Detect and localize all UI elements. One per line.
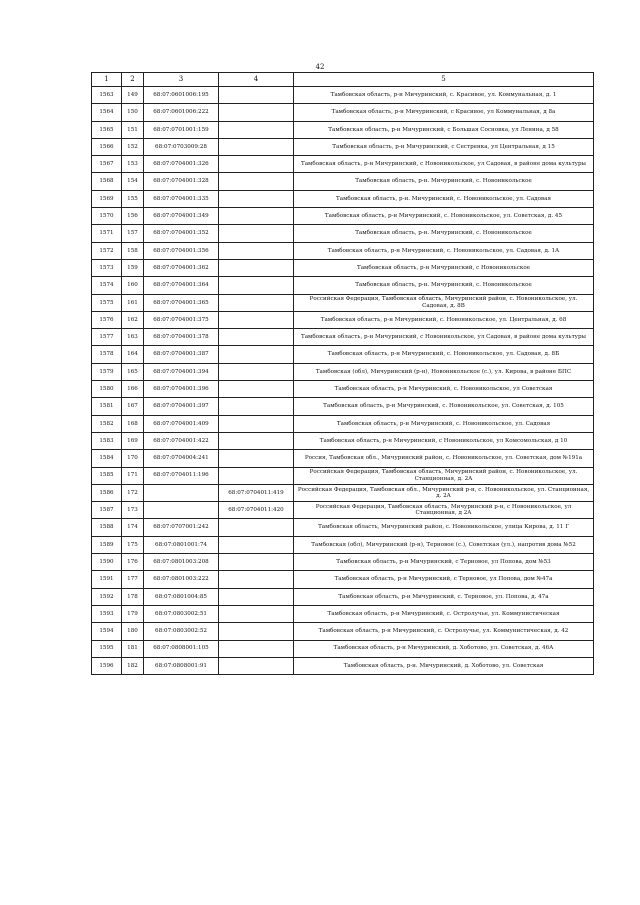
linked-cadastral-number-cell	[219, 363, 294, 380]
table-row	[92, 605, 594, 622]
cadastral-number-cell: 68:07:0703009:28	[144, 138, 219, 155]
cadastral-number-cell: 68:07:0704001:328	[144, 173, 219, 190]
cadastral-number-cell: 68:07:0704004:241	[144, 450, 219, 467]
table-row	[92, 467, 594, 484]
cadastral-number-cell: 68:07:0803002:52	[144, 623, 219, 640]
address-cell: Тамбовская область, р-н. Мичуринский, с. Новоникольское, ул. Садовая	[294, 190, 594, 207]
table-row	[92, 121, 594, 138]
linked-cadastral-number-cell	[219, 415, 294, 432]
linked-cadastral-number-cell	[219, 450, 294, 467]
local-number-cell: 180	[122, 623, 144, 640]
address-cell: Тамбовская область, р-н. Мичуринский, д. Хоботово, ул. Советская	[294, 657, 594, 674]
cadastral-number-cell: 68:07:0704001:375	[144, 311, 219, 328]
table-row	[92, 640, 594, 657]
row-number-cell: 1589	[92, 536, 122, 553]
address-cell: Тамбовская область, р-н Мичуринский, с Сестренка, ул Центральная, д 15	[294, 138, 594, 155]
address-cell: Тамбовская область, р-н Мичуринский, с. Остролучье, ул. Коммунистическая, д. 42	[294, 623, 594, 640]
local-number-cell: 163	[122, 329, 144, 346]
address-cell: Тамбовская область, р-н Мичуринский, с Большая Сосновка, ул Ленина, д 58	[294, 121, 594, 138]
address-cell: Тамбовская область, р-н Мичуринский, с. Новоникольское, ул. Советская, д. 105	[294, 398, 594, 415]
local-number-cell: 150	[122, 104, 144, 121]
address-cell: Тамбовская область, р-н Мичуринский, с Новоникольское, ул Комсомольская, д 10	[294, 432, 594, 449]
row-number-cell: 1577	[92, 329, 122, 346]
linked-cadastral-number-cell	[219, 173, 294, 190]
row-number-cell: 1570	[92, 208, 122, 225]
column-header-3: 3	[144, 73, 219, 87]
local-number-cell: 173	[122, 502, 144, 519]
table-row	[92, 588, 594, 605]
local-number-cell: 181	[122, 640, 144, 657]
cadastral-number-cell: 68:07:0704011:196	[144, 467, 219, 484]
linked-cadastral-number-cell	[219, 398, 294, 415]
table-row	[92, 346, 594, 363]
cadastral-number-cell: 68:07:0704001:397	[144, 398, 219, 415]
table-row	[92, 623, 594, 640]
cadastral-number-cell: 68:07:0704001:349	[144, 208, 219, 225]
page-number: 42	[315, 63, 325, 71]
address-cell: Тамбовская область, р-н. Мичуринский, с. Новоникольское	[294, 225, 594, 242]
local-number-cell: 153	[122, 156, 144, 173]
linked-cadastral-number-cell	[219, 519, 294, 536]
row-number-cell: 1580	[92, 381, 122, 398]
linked-cadastral-number-cell	[219, 208, 294, 225]
address-cell: Тамбовская область, р-н Мичуринский, с Новоникольское, ул Садовая, в районе дома культуры	[294, 329, 594, 346]
table-row	[92, 242, 594, 259]
address-cell: Тамбовская (обл), Мичуринский (р-н), Новоникольское (с.), ул. Кирова, в районе БПС	[294, 363, 594, 380]
cadastral-number-cell: 68:07:0704001:422	[144, 432, 219, 449]
address-cell: Тамбовская область, Мичуринский район, с. Новоникольское, улица Кирова, д. 11 Г	[294, 519, 594, 536]
cadastral-number-cell: 68:07:0704001:378	[144, 329, 219, 346]
row-number-cell: 1584	[92, 450, 122, 467]
linked-cadastral-number-cell: 68:07:0704011:419	[219, 484, 294, 501]
table-row	[92, 536, 594, 553]
linked-cadastral-number-cell	[219, 311, 294, 328]
table-body	[92, 87, 594, 675]
local-number-cell: 166	[122, 381, 144, 398]
address-cell: Тамбовская область, р-н Мичуринский, с. Новоникольское, ул. Садовая, д. 1А	[294, 242, 594, 259]
local-number-cell: 162	[122, 311, 144, 328]
cadastral-number-cell: 68:07:0704001:365	[144, 294, 219, 311]
address-cell: Тамбовская область, р-н Мичуринский, с. Новоникольское, ул. Советская, д. 45	[294, 208, 594, 225]
linked-cadastral-number-cell	[219, 156, 294, 173]
local-number-cell: 177	[122, 571, 144, 588]
linked-cadastral-number-cell	[219, 104, 294, 121]
address-cell: Тамбовская область, р-н Мичуринский, д. Хоботово, ул. Советская, д. 46А	[294, 640, 594, 657]
table-row	[92, 502, 594, 519]
row-number-cell: 1581	[92, 398, 122, 415]
linked-cadastral-number-cell	[219, 571, 294, 588]
cadastral-number-cell: 68:07:0704001:387	[144, 346, 219, 363]
address-cell: Тамбовская область, р-н Мичуринский, с. Новоникольское, ул. Центральная, д. 68	[294, 311, 594, 328]
linked-cadastral-number-cell	[219, 225, 294, 242]
linked-cadastral-number-cell	[219, 294, 294, 311]
local-number-cell: 182	[122, 657, 144, 674]
table-row	[92, 138, 594, 155]
address-cell: Тамбовская область, р-н Мичуринский, с Новоникольское, ул Садовая, в районе дома культуры	[294, 156, 594, 173]
linked-cadastral-number-cell	[219, 277, 294, 294]
local-number-cell: 157	[122, 225, 144, 242]
address-cell: Российская Федерация, Тамбовская область, Мичуринский район, с. Новоникольское, ул. Станционная, д. 2А	[294, 467, 594, 484]
cadastral-number-cell: 68:07:0704001:364	[144, 277, 219, 294]
table-row	[92, 259, 594, 276]
row-number-cell: 1583	[92, 432, 122, 449]
local-number-cell: 164	[122, 346, 144, 363]
registry-table	[91, 72, 594, 675]
row-number-cell: 1596	[92, 657, 122, 674]
linked-cadastral-number-cell	[219, 381, 294, 398]
linked-cadastral-number-cell	[219, 121, 294, 138]
table-row	[92, 432, 594, 449]
address-cell: Тамбовская область, р-н. Мичуринский, с. Новоникольское	[294, 173, 594, 190]
cadastral-number-cell: 68:07:0801003:222	[144, 571, 219, 588]
address-cell: Тамбовская область, р-н Мичуринский, с. Терновое, ул. Попова, д. 47а	[294, 588, 594, 605]
local-number-cell: 156	[122, 208, 144, 225]
linked-cadastral-number-cell	[219, 190, 294, 207]
row-number-cell: 1565	[92, 121, 122, 138]
row-number-cell: 1588	[92, 519, 122, 536]
table-row	[92, 398, 594, 415]
table-row	[92, 554, 594, 571]
table-row	[92, 484, 594, 501]
address-cell: Тамбовская область, р-н Мичуринский, с Красивое, ул Коммунальная, д 8а	[294, 104, 594, 121]
local-number-cell: 161	[122, 294, 144, 311]
local-number-cell: 149	[122, 87, 144, 104]
linked-cadastral-number-cell	[219, 242, 294, 259]
row-number-cell: 1563	[92, 87, 122, 104]
row-number-cell: 1574	[92, 277, 122, 294]
row-number-cell: 1592	[92, 588, 122, 605]
cadastral-number-cell	[144, 484, 219, 501]
row-number-cell: 1585	[92, 467, 122, 484]
row-number-cell: 1568	[92, 173, 122, 190]
linked-cadastral-number-cell	[219, 467, 294, 484]
cadastral-number-cell: 68:07:0701001:159	[144, 121, 219, 138]
row-number-cell: 1579	[92, 363, 122, 380]
row-number-cell: 1587	[92, 502, 122, 519]
address-cell: Российская Федерация, Тамбовская область, Мичуринский р-н, с Новоникольское, ул Станционная, д 2А	[294, 502, 594, 519]
cadastral-number-cell: 68:07:0808001:91	[144, 657, 219, 674]
row-number-cell: 1578	[92, 346, 122, 363]
row-number-cell: 1571	[92, 225, 122, 242]
linked-cadastral-number-cell	[219, 259, 294, 276]
address-cell: Тамбовская область, р-н. Мичуринский, с. Новоникольское	[294, 277, 594, 294]
local-number-cell: 174	[122, 519, 144, 536]
row-number-cell: 1567	[92, 156, 122, 173]
local-number-cell: 175	[122, 536, 144, 553]
local-number-cell: 178	[122, 588, 144, 605]
row-number-cell: 1575	[92, 294, 122, 311]
address-cell: Тамбовская область, р-н Мичуринский, с. Остролучье, ул. Коммунистическая	[294, 605, 594, 622]
row-number-cell: 1582	[92, 415, 122, 432]
local-number-cell: 176	[122, 554, 144, 571]
linked-cadastral-number-cell	[219, 623, 294, 640]
local-number-cell: 179	[122, 605, 144, 622]
table-row	[92, 329, 594, 346]
local-number-cell: 171	[122, 467, 144, 484]
row-number-cell: 1573	[92, 259, 122, 276]
table-row	[92, 277, 594, 294]
table-row	[92, 415, 594, 432]
address-cell: Тамбовская область, р-н Мичуринский, с. Новоникольское, ул Советская	[294, 381, 594, 398]
column-header-5: 5	[294, 73, 594, 87]
cadastral-number-cell: 68:07:0704001:396	[144, 381, 219, 398]
address-cell: Тамбовская область, р-н Мичуринский, с Терновое, ул Попова, дом №53	[294, 554, 594, 571]
table-row	[92, 657, 594, 674]
table-row	[92, 208, 594, 225]
local-number-cell: 158	[122, 242, 144, 259]
table-row	[92, 156, 594, 173]
cadastral-number-cell: 68:07:0704001:409	[144, 415, 219, 432]
address-cell: Российская Федерация, Тамбовская область, Мичуринский район, с. Новоникольское, ул. Садовая, д. 8В	[294, 294, 594, 311]
local-number-cell: 152	[122, 138, 144, 155]
linked-cadastral-number-cell	[219, 138, 294, 155]
address-cell: Российская Федерация, Тамбовская обл., Мичуринский р-н, с. Новоникольское, ул. Станционная, д. 2А	[294, 484, 594, 501]
table-row	[92, 363, 594, 380]
address-cell: Тамбовская область, р-н Мичуринский, с. Новоникольское, ул. Садовая	[294, 415, 594, 432]
local-number-cell: 155	[122, 190, 144, 207]
local-number-cell: 154	[122, 173, 144, 190]
table-row	[92, 571, 594, 588]
cadastral-number-cell: 68:07:0704001:362	[144, 259, 219, 276]
row-number-cell: 1594	[92, 623, 122, 640]
linked-cadastral-number-cell: 68:07:0704011:420	[219, 502, 294, 519]
linked-cadastral-number-cell	[219, 605, 294, 622]
cadastral-number-cell: 68:07:0801001:74	[144, 536, 219, 553]
table-row	[92, 450, 594, 467]
local-number-cell: 159	[122, 259, 144, 276]
column-header-4: 4	[219, 73, 294, 87]
cadastral-number-cell: 68:07:0803002:51	[144, 605, 219, 622]
cadastral-number-cell: 68:07:0601006:222	[144, 104, 219, 121]
column-header-1: 1	[92, 73, 122, 87]
local-number-cell: 167	[122, 398, 144, 415]
row-number-cell: 1566	[92, 138, 122, 155]
linked-cadastral-number-cell	[219, 329, 294, 346]
row-number-cell: 1591	[92, 571, 122, 588]
local-number-cell: 168	[122, 415, 144, 432]
column-header-2: 2	[122, 73, 144, 87]
row-number-cell: 1576	[92, 311, 122, 328]
table-row	[92, 225, 594, 242]
table-header-row	[92, 73, 594, 87]
linked-cadastral-number-cell	[219, 657, 294, 674]
address-cell: Тамбовская (обл), Мичуринский (р-н), Терновое (с.), Советская (ул.), напротив дома №52	[294, 536, 594, 553]
cadastral-number-cell: 68:07:0601006:195	[144, 87, 219, 104]
row-number-cell: 1593	[92, 605, 122, 622]
local-number-cell: 172	[122, 484, 144, 501]
cadastral-number-cell: 68:07:0704001:352	[144, 225, 219, 242]
table-row	[92, 381, 594, 398]
cadastral-number-cell	[144, 502, 219, 519]
address-cell: Тамбовская область, р-н Мичуринский, с. Красивое, ул. Коммунальная, д. 1	[294, 87, 594, 104]
linked-cadastral-number-cell	[219, 346, 294, 363]
table-row	[92, 294, 594, 311]
local-number-cell: 169	[122, 432, 144, 449]
cadastral-number-cell: 68:07:0707001:242	[144, 519, 219, 536]
cadastral-number-cell: 68:07:0704001:394	[144, 363, 219, 380]
row-number-cell: 1564	[92, 104, 122, 121]
cadastral-number-cell: 68:07:0704001:335	[144, 190, 219, 207]
linked-cadastral-number-cell	[219, 432, 294, 449]
row-number-cell: 1586	[92, 484, 122, 501]
table-row	[92, 173, 594, 190]
cadastral-number-cell: 68:07:0704001:356	[144, 242, 219, 259]
row-number-cell: 1590	[92, 554, 122, 571]
address-cell: Тамбовская область, р-н Мичуринский, с Новоникольское	[294, 259, 594, 276]
cadastral-number-cell: 68:07:0808001:105	[144, 640, 219, 657]
linked-cadastral-number-cell	[219, 536, 294, 553]
address-cell: Тамбовская область, р-н Мичуринский, с Терновое, ул Попова, дом №47а	[294, 571, 594, 588]
linked-cadastral-number-cell	[219, 87, 294, 104]
row-number-cell: 1572	[92, 242, 122, 259]
row-number-cell: 1569	[92, 190, 122, 207]
local-number-cell: 165	[122, 363, 144, 380]
address-cell: Россия, Тамбовская обл., Мичуринский район, с. Новоникольское, ул. Советская, дом №191а	[294, 450, 594, 467]
local-number-cell: 151	[122, 121, 144, 138]
linked-cadastral-number-cell	[219, 554, 294, 571]
table-row	[92, 519, 594, 536]
row-number-cell: 1595	[92, 640, 122, 657]
cadastral-number-cell: 68:07:0704001:326	[144, 156, 219, 173]
linked-cadastral-number-cell	[219, 640, 294, 657]
cadastral-number-cell: 68:07:0801004:85	[144, 588, 219, 605]
table-row	[92, 190, 594, 207]
table-row	[92, 311, 594, 328]
local-number-cell: 170	[122, 450, 144, 467]
table-row	[92, 104, 594, 121]
address-cell: Тамбовская область, р-н Мичуринский, с. Новоникольское, ул. Садовая, д. 8Б	[294, 346, 594, 363]
local-number-cell: 160	[122, 277, 144, 294]
table-row	[92, 87, 594, 104]
linked-cadastral-number-cell	[219, 588, 294, 605]
cadastral-number-cell: 68:07:0801003:208	[144, 554, 219, 571]
